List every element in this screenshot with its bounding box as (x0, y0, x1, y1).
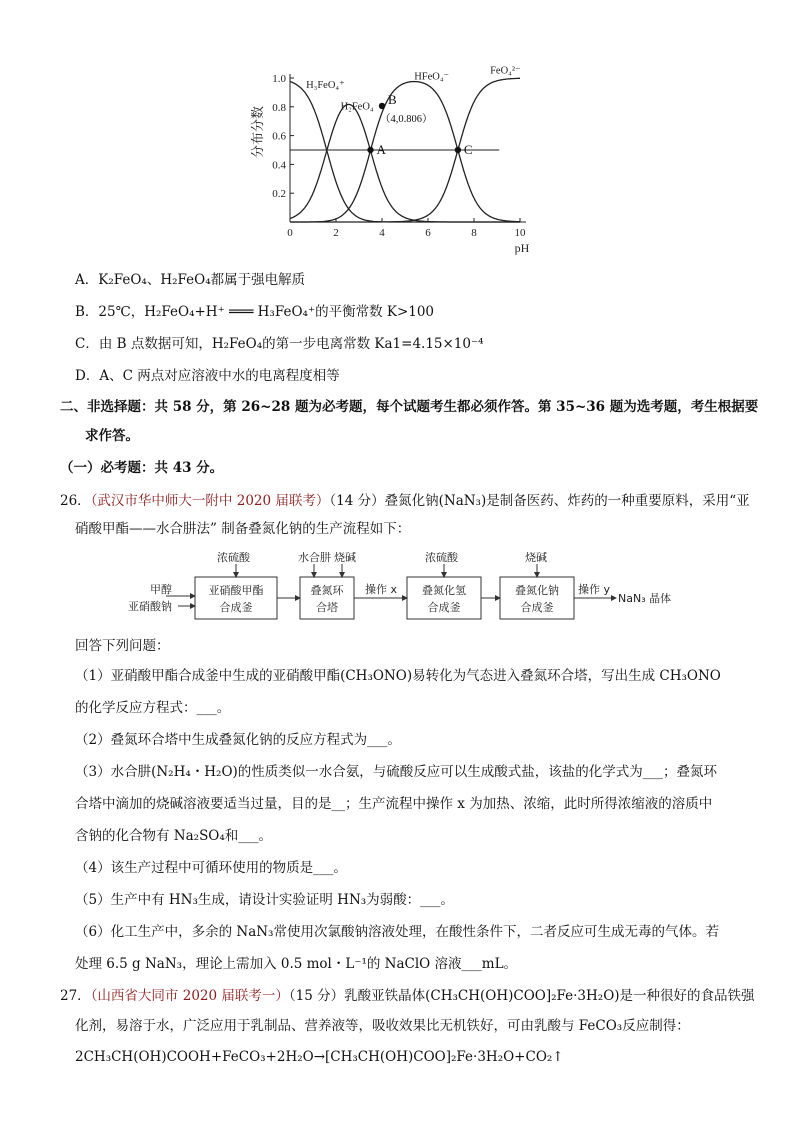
q26-item-3: （3）水合肼(N₂H₄・H₂O)的性质类似一水合氨，与硫酸反应可以生成酸式盐，该盐的化学式为___；叠氮环 (75, 764, 718, 780)
q26-item-6-cont: 处理 6.5 g NaN₃，理论上需加入 0.5 mol・L⁻¹的 NaClO 溶液___mL。 (75, 956, 518, 972)
flow-in-nano2: 亚硝酸钠 (128, 600, 172, 613)
x-tick-label: 2 (333, 227, 339, 239)
chart-curves (290, 78, 520, 222)
section-2-sub: （一）必考题：共 43 分。 (60, 460, 224, 476)
flow-in-methanol: 甲醇 (150, 583, 172, 596)
q26-item-3-cont2: 含钠的化合物有 Na₂SO₄和___。 (75, 828, 273, 844)
flow-op-y: 操作 y (578, 583, 611, 596)
q26-number: 26． (60, 493, 91, 509)
section-2-heading: 二、非选择题：共 58 分，第 26~28 题为必考题，每个试题考生都必须作答。第 35~36 题为选考题，考生根据要 (60, 399, 759, 415)
y-axis-label: 分布分数 (251, 105, 266, 159)
distribution-chart (250, 62, 540, 262)
series-label: HFeO₄⁻ (414, 71, 450, 83)
series-label: H₃FeO₄⁺ (306, 80, 345, 92)
box2-line2: 合塔 (316, 601, 338, 614)
y-tick-label: 0.8 (272, 101, 286, 114)
q26-line1-text: （14 分）叠氮化钠(NaN₃)是制备医药、炸药的一种重要原料，采用“亚 (329, 493, 750, 509)
answer-intro: 回答下列问题： (75, 638, 170, 654)
q26-line2: 硝酸甲酯——水合肼法” 制备叠氮化钠的生产流程如下： (75, 521, 411, 537)
flow-top-h2so4-1: 浓硫酸 (217, 552, 250, 564)
q26-item-4: （4）该生产过程中可循环使用的物质是___。 (75, 860, 347, 876)
q27-source: （山西省大同市 2020 届联考一） (90, 988, 289, 1004)
option-c: C．由 B 点数据可知，H₂FeO₄的第一步电离常数 Ka1=4.15×10⁻⁴ (75, 336, 484, 352)
x-axis-label: pH (514, 241, 530, 255)
y-tick-label: 0.6 (272, 130, 286, 143)
box4-line2: 合成釜 (520, 601, 554, 614)
point-note-b: （4,0.806） (380, 113, 433, 125)
q26-item-1: （1）亚硝酸甲酯合成釜中生成的亚硝酸甲酯(CH₃ONO)易转化为气态进入叠氮环合塔，写出生成 CH₃ONO (75, 668, 721, 684)
x-tick-label: 4 (379, 227, 385, 239)
flow-op-x: 操作 x (365, 583, 398, 596)
q26-line1 (60, 491, 750, 511)
point-label-b: B (388, 91, 397, 107)
box2-line1: 叠氮环 (310, 584, 344, 597)
flow-top-hydrazine: 水合肼 (298, 552, 331, 564)
flow-product: NaN₃ 晶体 (618, 592, 672, 605)
q27-number: 27． (60, 988, 91, 1004)
point-label-a: A (376, 142, 386, 157)
section-2-heading-cont: 求作答。 (85, 428, 139, 444)
q26-source: （武汉市华中师大一附中 2020 届联考） (90, 493, 330, 509)
x-tick-label: 8 (471, 227, 477, 239)
curve-h3feo4 (290, 82, 520, 223)
q27-line1 (60, 986, 755, 1006)
y-tick-label: 0.4 (272, 159, 286, 172)
series-label: FeO₄²⁻ (490, 65, 521, 77)
x-tick-label: 0 (287, 227, 293, 239)
point-a (367, 147, 373, 153)
point-b (379, 103, 385, 109)
curve-hfeo4 (290, 82, 520, 223)
production-flow-diagram (120, 552, 680, 622)
q27-equation: 2CH₃CH(OH)COOH+FeCO₃+2H₂O→[CH₃CH(OH)COO]₂Fe·3H₂O+CO₂↑ (75, 1049, 564, 1065)
box1-line1: 亚硝酸甲酯 (208, 584, 264, 597)
point-c (455, 147, 461, 153)
box3-line2: 合成釜 (427, 601, 461, 614)
q26-item-6: （6）化工生产中，多余的 NaN₃常使用次氯酸钠溶液处理，在酸性条件下，二者反应可生成无毒的气体。若 (75, 924, 719, 940)
y-tick-label: 0.2 (272, 188, 286, 201)
box3-line1: 叠氮化氢 (422, 584, 466, 597)
box4-line1: 叠氮化钠 (515, 584, 559, 597)
q26-item-2: （2）叠氮环合塔中生成叠氮化钠的反应方程式为___。 (75, 732, 401, 748)
flow-top-naoh-1: 烧碱 (334, 552, 356, 564)
x-tick-label: 10 (514, 227, 526, 239)
q27-line2: 化剂，易溶于水，广泛应用于乳制品、营养液等，吸收效果比无机铁好，可由乳酸与 FeCO₃反应制得： (75, 1018, 690, 1034)
y-tick-label: 1.0 (272, 73, 286, 85)
q26-item-1-cont: 的化学反应方程式：___。 (75, 700, 231, 716)
flow-top-naoh-2: 烧碱 (525, 552, 547, 564)
q26-item-3-cont: 合塔中滴加的烧碱溶液要适当过量，目的是__；生产流程中操作 x 为加热、浓缩，此时所得浓缩液的溶质中 (75, 796, 713, 812)
option-b: B．25℃，H₂FeO₄+H⁺ ═══ H₃FeO₄⁺的平衡常数 K>100 (75, 304, 435, 320)
box1-line2: 合成釜 (219, 601, 253, 614)
flow-top-h2so4-2: 浓硫酸 (425, 552, 458, 564)
series-label: H₂FeO₄ (340, 101, 374, 113)
option-d: D．A、C 两点对应溶液中水的电离程度相等 (75, 368, 340, 384)
q26-item-5: （5）生产中有 HN₃生成，请设计实验证明 HN₃为弱酸：___。 (75, 892, 454, 908)
point-label-c: C (463, 142, 473, 157)
x-tick-label: 6 (425, 227, 431, 239)
option-a: A．K₂FeO₄、H₂FeO₄都属于强电解质 (75, 272, 306, 288)
q27-line1-text: （15 分）乳酸亚铁晶体(CH₃CH(OH)COO]₂Fe·3H₂O)是一种很好的食品铁强 (288, 988, 755, 1004)
